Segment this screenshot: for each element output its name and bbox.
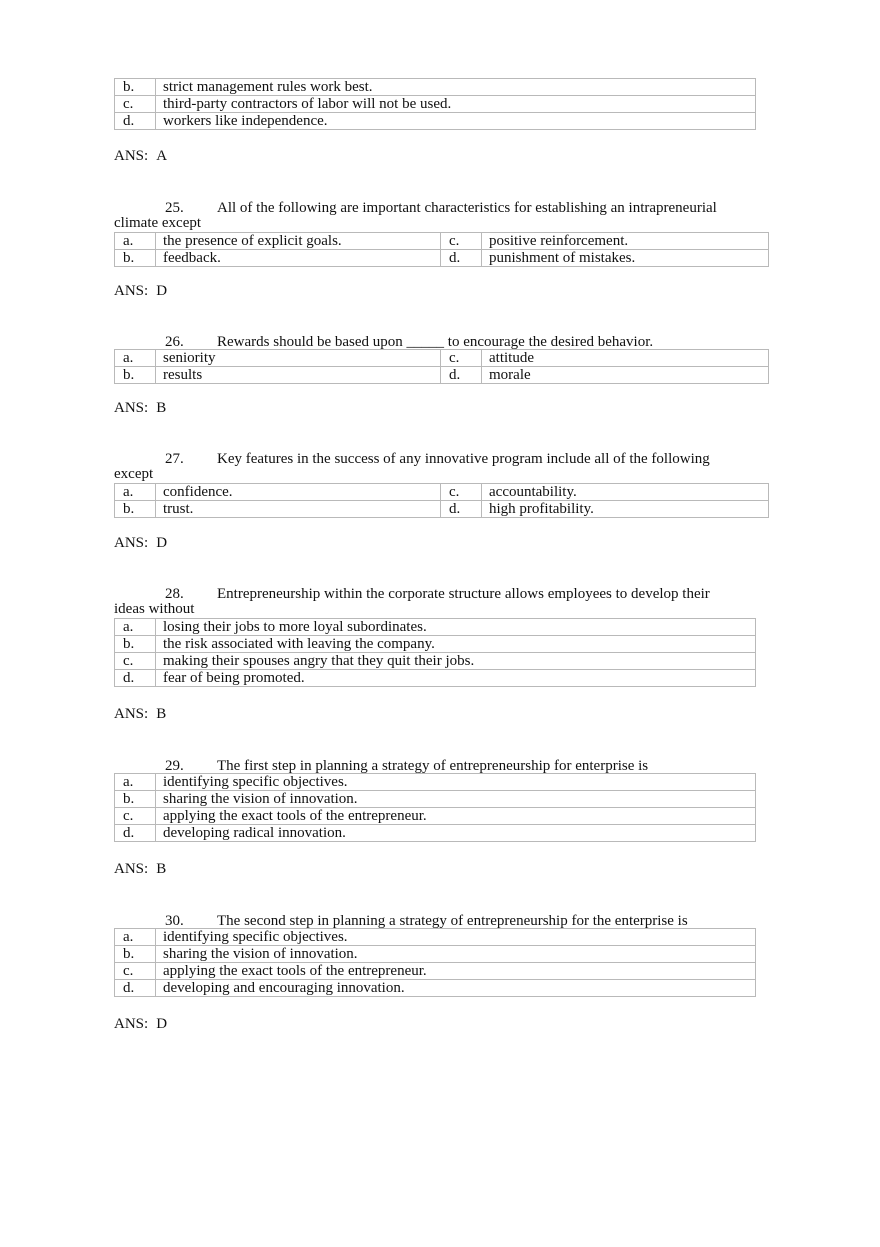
option-letter: b. (115, 946, 156, 963)
question-30 (114, 913, 756, 997)
option-text: trust. (156, 501, 441, 518)
option-letter: c. (115, 653, 156, 670)
option-letter: b. (115, 501, 156, 518)
option-text: developing radical innovation. (156, 825, 756, 842)
option-text: punishment of mistakes. (482, 250, 769, 267)
answer-label: ANS: (114, 400, 149, 416)
option-letter: a. (115, 619, 156, 636)
option-letter: a. (115, 929, 156, 946)
answer-line (114, 283, 167, 300)
option-letter: d. (441, 501, 482, 518)
option-row (115, 233, 769, 250)
question-text: Rewards should be based upon _____ to encourage the desired behavior. (217, 334, 654, 350)
answer-line (114, 861, 166, 878)
option-letter: d. (115, 670, 156, 687)
option-letter: b. (115, 250, 156, 267)
answer-line (114, 400, 166, 417)
option-letter: c. (115, 808, 156, 825)
option-row (115, 501, 769, 518)
option-text: workers like independence. (156, 113, 756, 130)
answer-value: D (156, 1016, 168, 1032)
answer-value: A (156, 148, 168, 164)
option-letter: a. (115, 484, 156, 501)
answer-value: B (156, 400, 167, 416)
answer-value: B (156, 706, 167, 722)
option-letter: d. (115, 113, 156, 130)
answer-line (114, 706, 166, 723)
option-row (115, 946, 756, 963)
option-letter: a. (115, 774, 156, 791)
question-text: The first step in planning a strategy of entrepreneurship for enterprise is (217, 758, 649, 774)
answer-label: ANS: (114, 861, 149, 877)
question-number: 30. (165, 913, 184, 929)
answer-line (114, 1016, 167, 1033)
option-row (115, 250, 769, 267)
question-26 (114, 334, 769, 384)
option-letter: c. (441, 233, 482, 250)
answer-label: ANS: (114, 148, 149, 164)
question-stem (114, 334, 769, 349)
question-number: 28. (165, 586, 184, 602)
option-letter: d. (115, 980, 156, 997)
option-text: seniority (156, 350, 441, 367)
option-row (115, 653, 756, 670)
question-29 (114, 758, 756, 842)
option-letter: a. (115, 350, 156, 367)
question-stem (114, 758, 756, 773)
question-number: 26. (165, 334, 184, 350)
option-text: morale (482, 367, 769, 384)
option-text: attitude (482, 350, 769, 367)
option-letter: b. (115, 636, 156, 653)
option-text: strict management rules work best. (156, 79, 756, 96)
option-row (115, 350, 769, 367)
option-letter: d. (441, 367, 482, 384)
option-text: results (156, 367, 441, 384)
option-text: high profitability. (482, 501, 769, 518)
question-28 (114, 586, 756, 687)
option-text: confidence. (156, 484, 441, 501)
option-text: developing and encouraging innovation. (156, 980, 756, 997)
question-stem (114, 913, 756, 928)
option-text: feedback. (156, 250, 441, 267)
option-text: the presence of explicit goals. (156, 233, 441, 250)
question-stem (114, 586, 756, 601)
answer-label: ANS: (114, 535, 149, 551)
option-row (115, 980, 756, 997)
option-text: losing their jobs to more loyal subordinates. (156, 619, 756, 636)
option-row (115, 484, 769, 501)
option-row (115, 825, 756, 842)
question-number: 27. (165, 451, 184, 467)
option-row (115, 619, 756, 636)
answer-line (114, 148, 167, 165)
question-text-continued: climate except (114, 215, 202, 231)
option-row (115, 636, 756, 653)
option-text: sharing the vision of innovation. (156, 791, 756, 808)
question-stem (114, 451, 769, 466)
option-letter: b. (115, 367, 156, 384)
question-27 (114, 451, 769, 518)
option-row (115, 808, 756, 825)
answer-value: D (156, 283, 168, 299)
option-row (115, 79, 756, 96)
option-text: identifying specific objectives. (156, 774, 756, 791)
question-stem (114, 200, 769, 215)
q24-options (114, 78, 756, 130)
option-row (115, 96, 756, 113)
answer-value: B (156, 861, 167, 877)
question-text-continued: except (114, 466, 154, 482)
answer-label: ANS: (114, 706, 149, 722)
option-row (115, 963, 756, 980)
question-number: 25. (165, 200, 184, 216)
option-row (115, 113, 756, 130)
answer-line (114, 535, 167, 552)
option-text: applying the exact tools of the entrepreneur. (156, 963, 756, 980)
option-text: making their spouses angry that they quit their jobs. (156, 653, 756, 670)
option-letter: c. (115, 96, 156, 113)
option-row (115, 367, 769, 384)
option-letter: c. (115, 963, 156, 980)
option-letter: d. (115, 825, 156, 842)
option-letter: d. (441, 250, 482, 267)
option-text: identifying specific objectives. (156, 929, 756, 946)
answer-label: ANS: (114, 1016, 149, 1032)
question-text: Entrepreneurship within the corporate structure allows employees to develop their (217, 586, 710, 602)
question-text-continued: ideas without (114, 601, 195, 617)
option-row (115, 929, 756, 946)
option-letter: c. (441, 484, 482, 501)
option-letter: a. (115, 233, 156, 250)
option-text: accountability. (482, 484, 769, 501)
question-text: Key features in the success of any innovative program include all of the following (217, 451, 710, 467)
answer-label: ANS: (114, 283, 149, 299)
option-text: the risk associated with leaving the company. (156, 636, 756, 653)
question-number: 29. (165, 758, 184, 774)
option-row (115, 774, 756, 791)
question-text: The second step in planning a strategy of entrepreneurship for the enterprise is (217, 913, 688, 929)
option-letter: c. (441, 350, 482, 367)
option-row (115, 791, 756, 808)
option-text: sharing the vision of innovation. (156, 946, 756, 963)
option-text: third-party contractors of labor will not be used. (156, 96, 756, 113)
answer-value: D (156, 535, 168, 551)
option-text: fear of being promoted. (156, 670, 756, 687)
option-row (115, 670, 756, 687)
option-letter: b. (115, 79, 156, 96)
option-text: positive reinforcement. (482, 233, 769, 250)
question-25 (114, 200, 769, 267)
option-text: applying the exact tools of the entrepreneur. (156, 808, 756, 825)
question-text: All of the following are important characteristics for establishing an intrapreneurial (217, 200, 717, 216)
option-letter: b. (115, 791, 156, 808)
